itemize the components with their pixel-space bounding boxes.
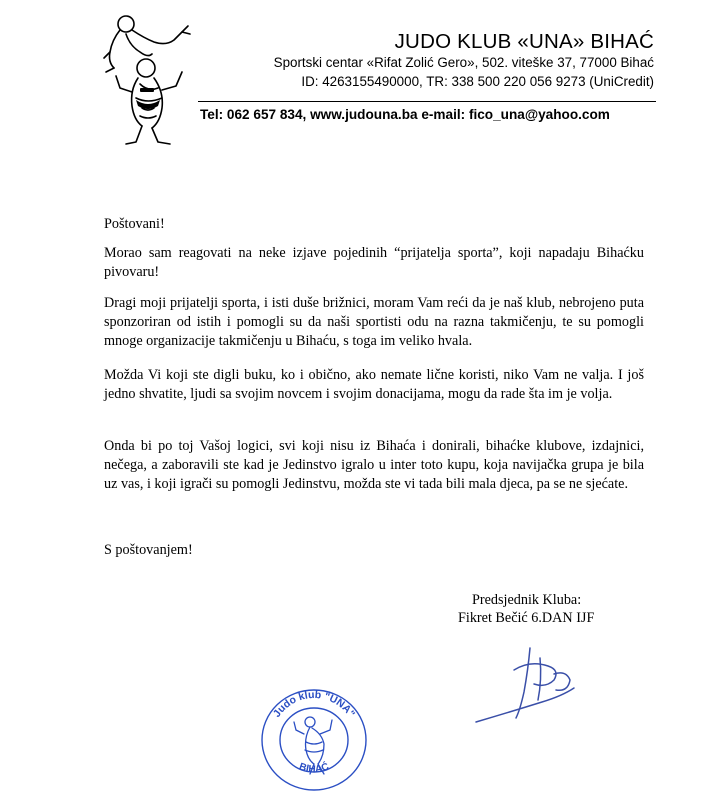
judo-logo-icon (96, 12, 200, 150)
club-contact: Tel: 062 657 834, www.judouna.ba e-mail: fico_una@yahoo.com (200, 107, 610, 122)
stamp-top-text: Judo klub "UNA" (270, 688, 358, 720)
letter-paragraph-2: Dragi moji prijatelji sporta, i isti duše brižnici, moram Vam reći da je naš klub, nebrojeno puta sponzoriran od istih i pomogli su da naši sportisti odu na razna takmičenju, te su pomogli mnoge organizacije takmičenju u Bihaću, s toga im veliko hvala. (104, 295, 644, 349)
club-address: Sportski centar «Rifat Zolić Gero», 502. viteške 37, 77000 Bihać (273, 55, 654, 70)
letter-paragraph-4: Onda bi po toj Vašoj logici, svi koji nisu iz Bihaća i donirali, bihaćke klubove, izdajnici, nečega, a zaboravili ste kad je Jedinstvo igralo u inter toto kupu, koja navijačka grupa je bila uz vas, i koji igrači su pomogli Jedinstvu, možda ste vi tada bili mala djeca, pa se ne sjećate. (104, 438, 644, 492)
club-stamp (258, 684, 370, 792)
svg-text:BIHAĆ (298, 759, 331, 775)
signatory-name: Fikret Bečić 6.DAN IJF (458, 610, 595, 626)
club-ids: ID: 4263155490000, TR: 338 500 220 056 9273 (UniCredit) (301, 74, 654, 89)
svg-text:Judo klub "UNA" (271, 689, 357, 720)
letter-greeting: Poštovani! (104, 216, 165, 232)
header-divider (198, 101, 656, 102)
letter-paragraph-1: Morao sam reagovati na neke izjave pojedinih “prijatelja sporta”, koji napadaju Bihaćku pivovaru! (104, 245, 644, 280)
signatory-title: Predsjednik Kluba: (472, 592, 582, 608)
letter-closing: S poštovanjem! (104, 542, 193, 558)
stamp-bottom-text: BIHAĆ (297, 761, 331, 776)
handwritten-signature (470, 640, 580, 730)
letter-paragraph-3: Možda Vi koji ste digli buku, ko i obično, ako nemate lične koristi, niko Vam ne valja. I još jedno shvatite, ljudi sa svojim novcem i svojim donacijama, mogu da rade šta im je volja. (104, 367, 644, 402)
club-name: JUDO KLUB «UNA» BIHAĆ (394, 30, 654, 53)
